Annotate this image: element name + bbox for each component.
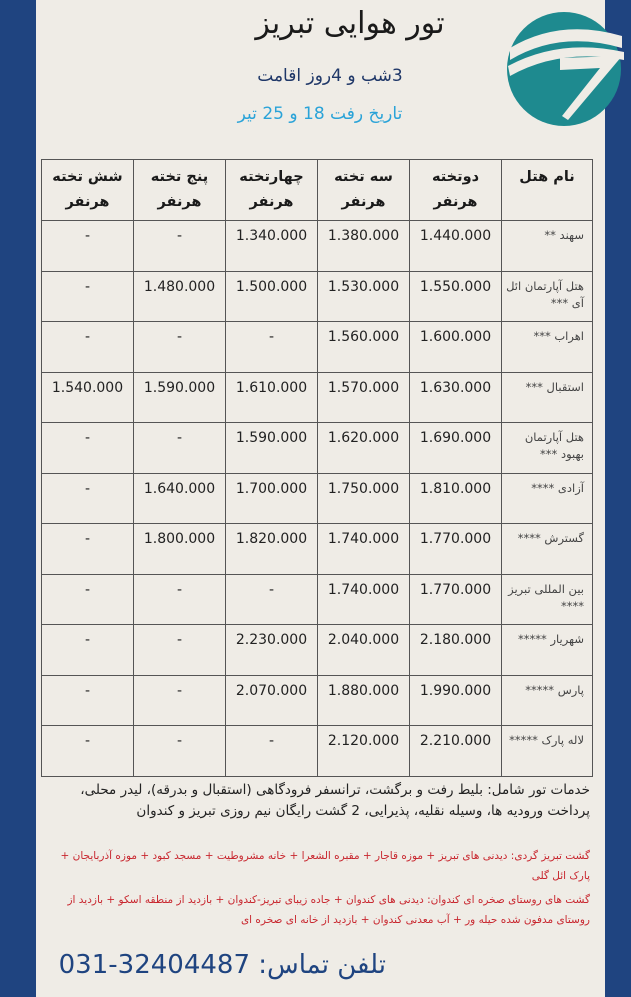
price-cell: 1.880.000 <box>318 675 410 726</box>
price-cell: - <box>134 322 226 373</box>
price-cell: - <box>42 423 134 474</box>
contact-phone <box>46 950 386 990</box>
hotel-price-table <box>41 159 593 777</box>
price-cell: 1.540.000 <box>42 372 134 423</box>
price-cell: - <box>42 675 134 726</box>
tabriz-city-tour: گشت تبریز گردی: دیدنی های تبریز + موزه قاجار + مقبره الشعرا + خانه مشروطیت + مسجد کبود + موزه آذربایجان + پارک ائل گلی <box>60 850 590 882</box>
price-cell: 1.440.000 <box>410 221 502 272</box>
price-cell: 1.530.000 <box>318 271 410 322</box>
navy-frame-left <box>0 0 36 997</box>
price-cell: - <box>134 675 226 726</box>
tour-services: خدمات تور شامل: بلیط رفت و برگشت، ترانسفر فرودگاهی (استقبال و بدرقه)، لیدر محلی، پرداخت ورودیه ها، وسیله نقلیه، پذیرایی، 2 گشت رایگان نیم روزی تبریز و کندوان <box>80 782 590 819</box>
price-cell: - <box>226 322 318 373</box>
price-cell: 1.810.000 <box>410 473 502 524</box>
column-header-quad: چهارتخته هرنفر <box>226 160 318 221</box>
navy-frame-bottom-right <box>605 878 631 997</box>
price-cell: 1.480.000 <box>134 271 226 322</box>
hotel-name: پارس ***** <box>502 675 593 726</box>
price-cell: 1.690.000 <box>410 423 502 474</box>
kandovan-village-tour: گشت های روستای صخره ای کندوان: دیدنی های کندوان + جاده زیبای تبریز-کندوان + بازدید از منطقه اسکو + بازدید از روستای مدفون شده حیله ور + آب معدنی کندوان + بازدید از خانه ای صخره ای <box>67 894 590 926</box>
table-row <box>42 524 593 575</box>
price-cell: - <box>134 625 226 676</box>
price-cell: 1.600.000 <box>410 322 502 373</box>
price-cell: - <box>42 574 134 625</box>
price-cell: 1.590.000 <box>226 423 318 474</box>
price-cell: - <box>42 221 134 272</box>
price-cell: 1.590.000 <box>134 372 226 423</box>
price-cell: 1.770.000 <box>410 574 502 625</box>
price-cell: 1.820.000 <box>226 524 318 575</box>
hotel-name: هتل آپارتمان بهبود *** <box>502 423 593 474</box>
price-cell: 2.210.000 <box>410 726 502 777</box>
hotel-name: آزادی **** <box>502 473 593 524</box>
price-cell: - <box>226 726 318 777</box>
page-title: تور هوایی تبریز <box>255 6 445 41</box>
price-cell: - <box>226 574 318 625</box>
table-row <box>42 726 593 777</box>
hotel-name: سهند ** <box>502 221 593 272</box>
column-header-quint: پنج تخته هرنفر <box>134 160 226 221</box>
price-cell: 2.120.000 <box>318 726 410 777</box>
price-cell: - <box>42 625 134 676</box>
table-row <box>42 675 593 726</box>
price-cell: 1.990.000 <box>410 675 502 726</box>
price-cell: - <box>42 473 134 524</box>
column-header-sext: شش تخته هرنفر <box>42 160 134 221</box>
column-header-double: دوتخته هرنفر <box>410 160 502 221</box>
agency-logo-icon <box>500 8 628 130</box>
hotel-name: گسترش **** <box>502 524 593 575</box>
price-cell: 1.740.000 <box>318 574 410 625</box>
price-cell: 2.070.000 <box>226 675 318 726</box>
price-cell: 1.770.000 <box>410 524 502 575</box>
price-cell: - <box>42 271 134 322</box>
hotel-name: بین المللی تبریز **** <box>502 574 593 625</box>
column-header-triple: سه تخته هرنفر <box>318 160 410 221</box>
contact-label: تلفن تماس: <box>258 950 386 980</box>
price-cell: 1.750.000 <box>318 473 410 524</box>
price-cell: 1.570.000 <box>318 372 410 423</box>
price-cell: 1.500.000 <box>226 271 318 322</box>
price-cell: 1.380.000 <box>318 221 410 272</box>
price-cell: 1.630.000 <box>410 372 502 423</box>
price-cell: - <box>42 524 134 575</box>
phone-number[interactable]: 031-32404487 <box>58 950 250 980</box>
table-row <box>42 271 593 322</box>
price-cell: 2.180.000 <box>410 625 502 676</box>
departure-dates: تاریخ رفت 18 و 25 تیر <box>237 104 403 124</box>
table-row <box>42 221 593 272</box>
price-cell: 1.640.000 <box>134 473 226 524</box>
table-row <box>42 574 593 625</box>
price-cell: 1.700.000 <box>226 473 318 524</box>
stay-duration: 3شب و 4روز اقامت <box>257 66 403 86</box>
price-cell: 2.230.000 <box>226 625 318 676</box>
price-cell: 1.800.000 <box>134 524 226 575</box>
table-row <box>42 372 593 423</box>
price-cell: - <box>134 726 226 777</box>
hotel-name: استقبال *** <box>502 372 593 423</box>
price-cell: 1.560.000 <box>318 322 410 373</box>
hotel-name: اهراب *** <box>502 322 593 373</box>
price-cell: 2.040.000 <box>318 625 410 676</box>
price-cell: - <box>134 423 226 474</box>
price-cell: 1.610.000 <box>226 372 318 423</box>
price-cell: - <box>134 574 226 625</box>
navy-frame-right <box>605 0 631 997</box>
price-cell: 1.620.000 <box>318 423 410 474</box>
column-header-hotel: نام هتل <box>502 160 593 221</box>
hotel-name: شهریار ***** <box>502 625 593 676</box>
price-cell: 1.550.000 <box>410 271 502 322</box>
hotel-name: لاله پارک ***** <box>502 726 593 777</box>
table-row <box>42 423 593 474</box>
price-cell: 1.740.000 <box>318 524 410 575</box>
price-cell: - <box>42 322 134 373</box>
price-cell: - <box>42 726 134 777</box>
price-cell: 1.340.000 <box>226 221 318 272</box>
hotel-name: هتل آپارتمان ائل آی *** <box>502 271 593 322</box>
table-row <box>42 322 593 373</box>
price-cell: - <box>134 221 226 272</box>
table-row <box>42 473 593 524</box>
table-row <box>42 625 593 676</box>
table-header-row <box>42 160 593 221</box>
